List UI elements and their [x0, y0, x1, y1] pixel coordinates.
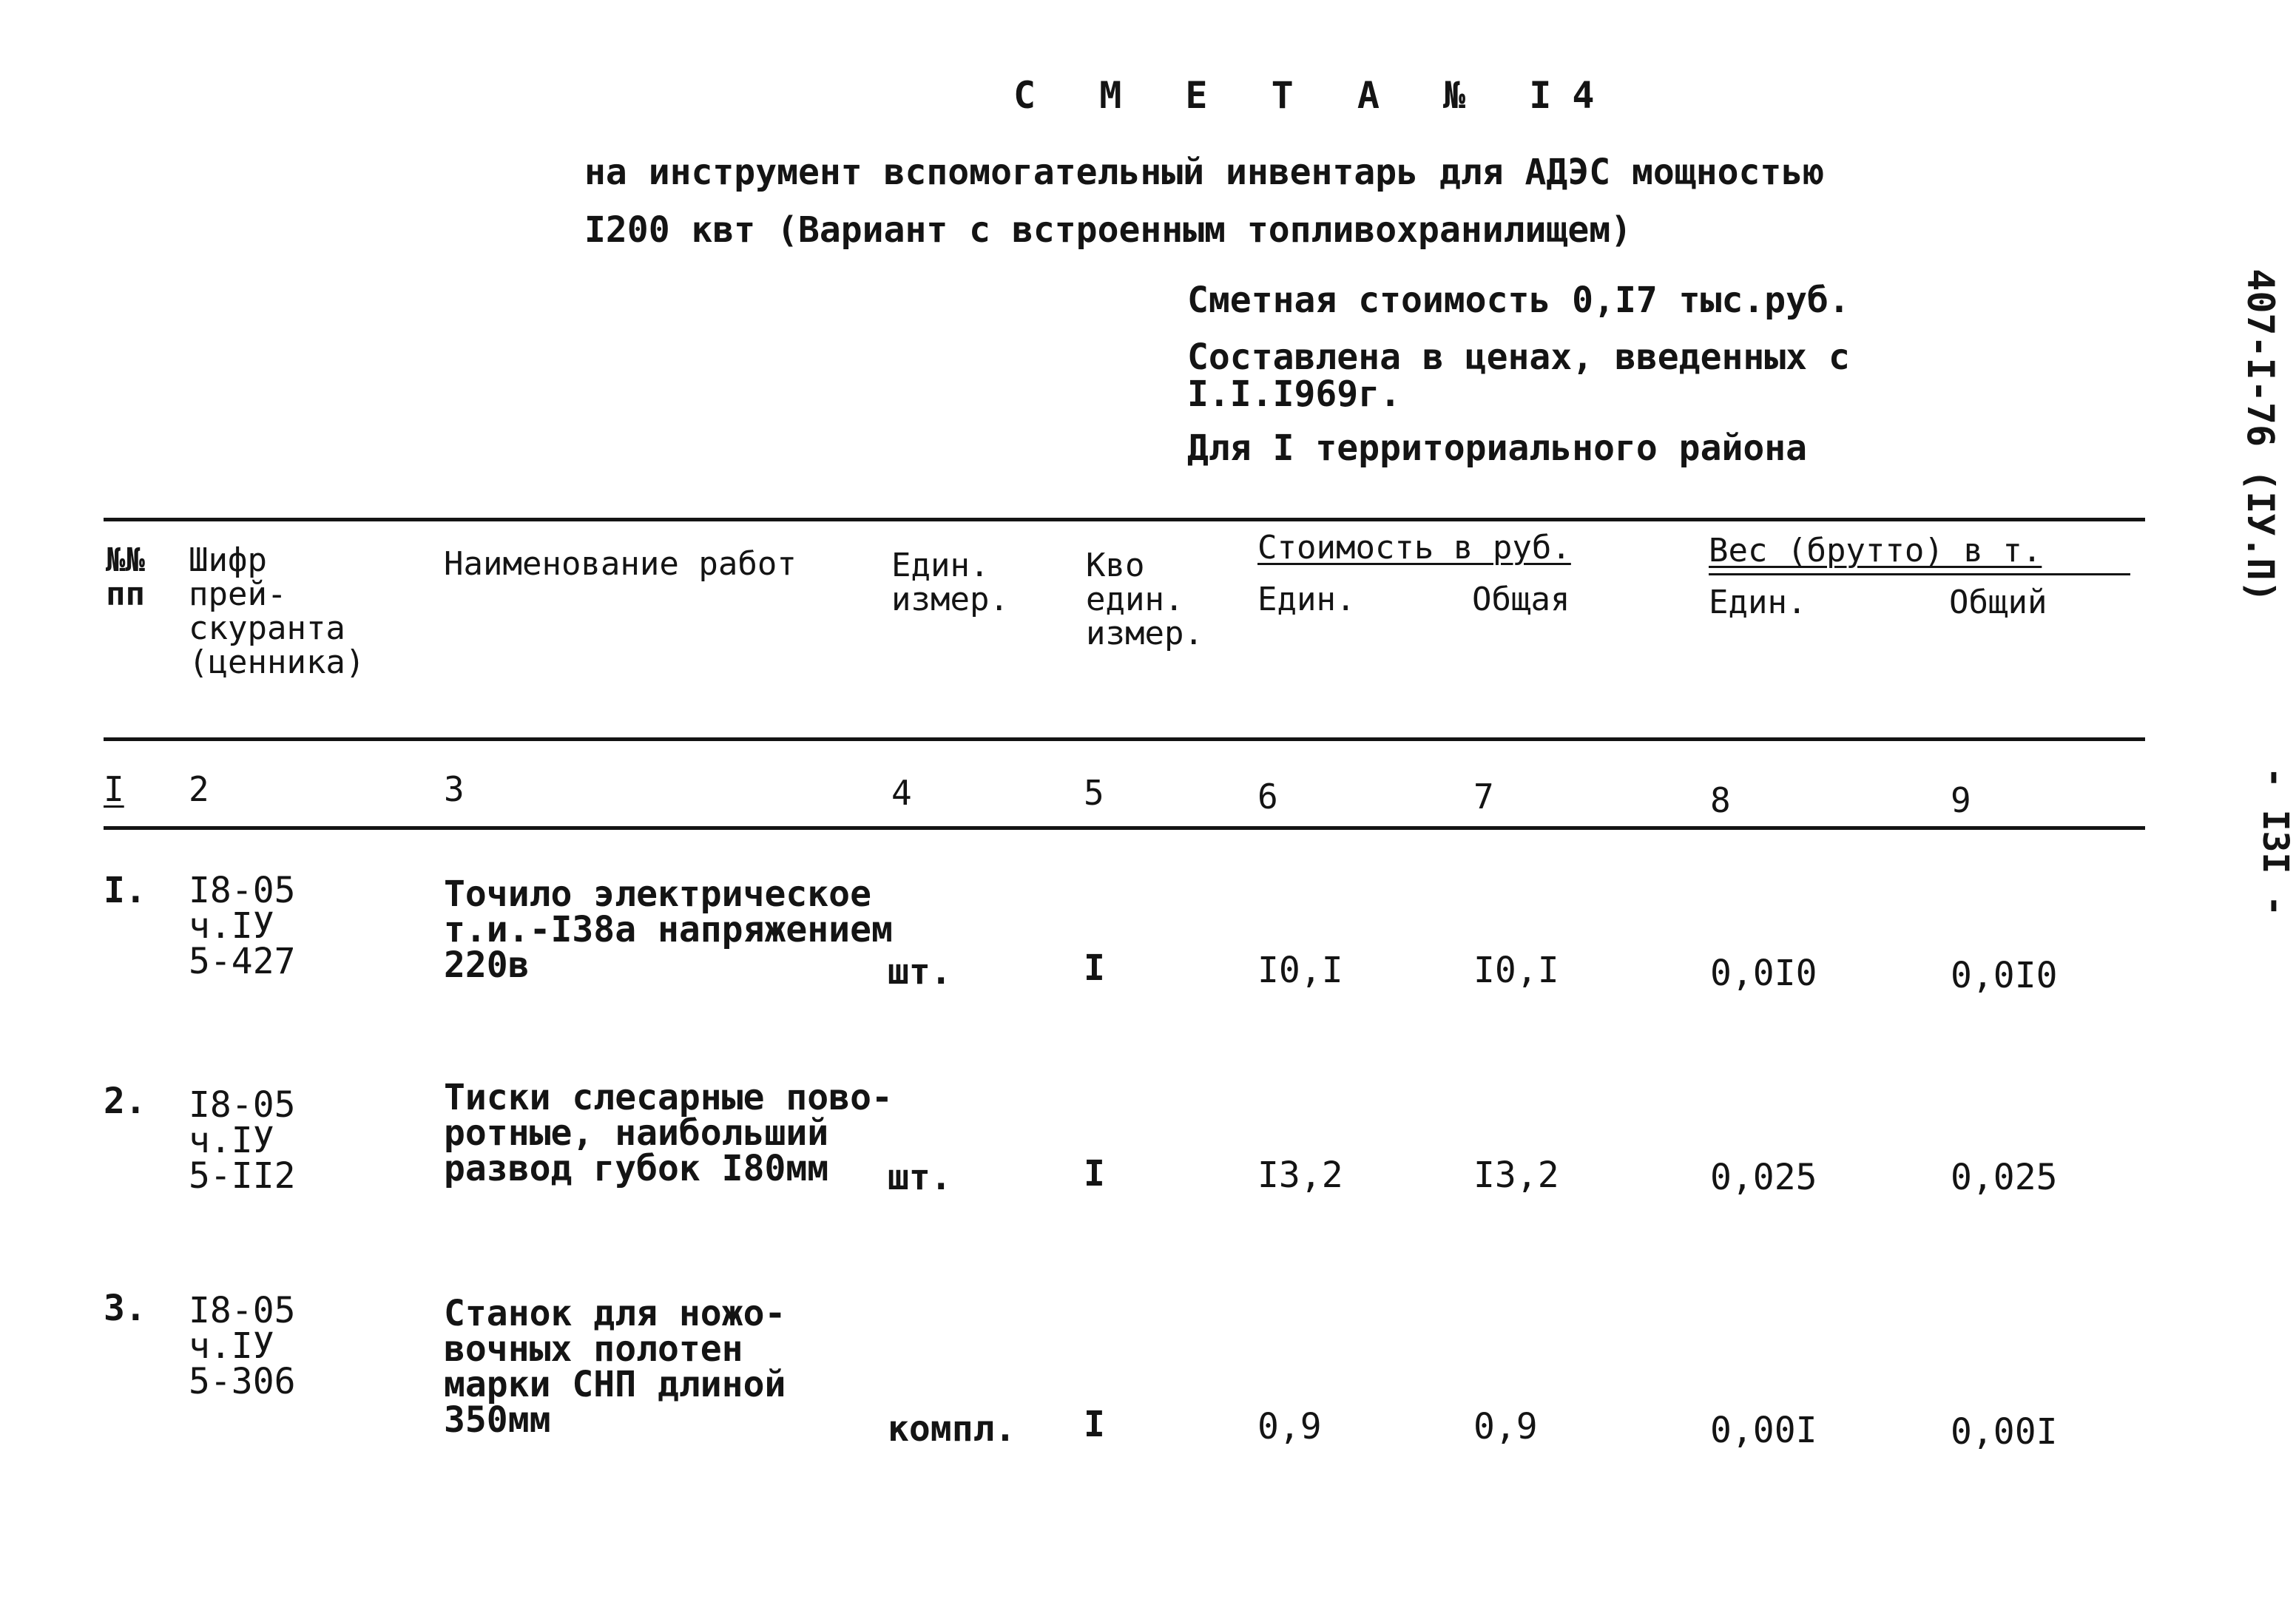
territorial-region: Для I территориального района: [1187, 427, 1808, 469]
column-number: I: [104, 769, 124, 809]
header-cost-unit: Един.: [1257, 581, 1356, 618]
column-number: 3: [444, 769, 465, 809]
document-title: С М Е Т А № I4: [1013, 74, 1615, 117]
row-quantity: I: [1084, 1153, 1105, 1194]
row-work-name: Точило электрическое т.и.-I38а напряжением 220в: [444, 873, 893, 986]
document-code: 407-I-76 (IУ.П): [2238, 268, 2282, 603]
prices-basis-line-2: I.I.I969г.: [1187, 374, 1401, 415]
row-work-name: Станок для ножо- вочных полотен марки СНП длиной 350мм: [444, 1293, 786, 1441]
row-price-code: I8-05 ч.IУ 5-427: [189, 870, 296, 982]
header-row-number: №№ пп: [106, 541, 145, 613]
row-work-name: Тиски слесарные пово- ротные, наибольший развод губок I80мм: [444, 1077, 893, 1189]
row-number: 2.: [104, 1081, 146, 1122]
row-weight-total: 0,025: [1951, 1157, 2058, 1198]
row-number: I.: [104, 870, 146, 911]
column-numbers-rule: [104, 826, 2145, 830]
header-bottom-rule: [104, 737, 2145, 741]
row-cost-unit: I0,I: [1257, 950, 1343, 991]
prices-basis-line-1: Составлена в ценах, введенных с: [1187, 337, 1850, 378]
row-cost-total: I3,2: [1473, 1155, 1559, 1196]
row-quantity: I: [1084, 1404, 1105, 1445]
row-weight-unit: 0,0I0: [1710, 953, 1817, 994]
page-number: - I3I -: [2255, 766, 2296, 917]
table-top-rule: [104, 518, 2145, 521]
subtitle-line-2: I200 квт (Вариант с встроенным топливохранилищем): [584, 209, 1632, 251]
row-price-code: I8-05 ч.IУ 5-306: [189, 1290, 296, 1402]
row-weight-unit: 0,00I: [1710, 1410, 1817, 1451]
estimated-cost: Сметная стоимость 0,I7 тыс.руб.: [1187, 280, 1850, 321]
header-weight-group: Вес (брутто) в т.: [1709, 532, 2042, 570]
header-weight-total: Общий: [1949, 584, 2047, 621]
header-price-list-code: Шифр прей- скуранта (ценника): [189, 541, 365, 681]
row-unit: шт.: [888, 951, 952, 993]
row-cost-total: 0,9: [1473, 1406, 1538, 1447]
column-number: 9: [1951, 780, 1971, 820]
row-weight-total: 0,0I0: [1951, 955, 2058, 996]
row-quantity: I: [1084, 947, 1105, 989]
column-number: 5: [1084, 773, 1104, 813]
header-quantity: Кво един. измер.: [1086, 547, 1203, 652]
column-number: 4: [891, 773, 912, 813]
header-cost-group: Стоимость в руб.: [1257, 529, 1571, 567]
row-weight-total: 0,00I: [1951, 1411, 2058, 1453]
row-unit: шт.: [888, 1157, 952, 1198]
header-unit: Един. измер.: [891, 547, 1009, 618]
row-cost-unit: 0,9: [1257, 1406, 1322, 1447]
row-unit: компл.: [888, 1408, 1016, 1450]
column-number: 6: [1257, 777, 1278, 817]
row-price-code: I8-05 ч.IУ 5-II2: [189, 1084, 296, 1197]
row-cost-unit: I3,2: [1257, 1155, 1343, 1196]
header-work-name: Наименование работ: [444, 545, 797, 583]
column-number: 7: [1473, 777, 1494, 817]
header-weight-unit: Един.: [1709, 584, 1807, 621]
row-number: 3.: [104, 1288, 146, 1329]
column-number: 2: [189, 769, 209, 809]
column-number: 8: [1710, 780, 1731, 820]
row-weight-unit: 0,025: [1710, 1157, 1817, 1198]
row-cost-total: I0,I: [1473, 950, 1559, 991]
header-cost-total: Общая: [1472, 581, 1570, 618]
weight-group-underline: [1709, 573, 2130, 575]
subtitle-line-1: на инструмент вспомогательный инвентарь для АДЭС мощностью: [584, 152, 1825, 193]
